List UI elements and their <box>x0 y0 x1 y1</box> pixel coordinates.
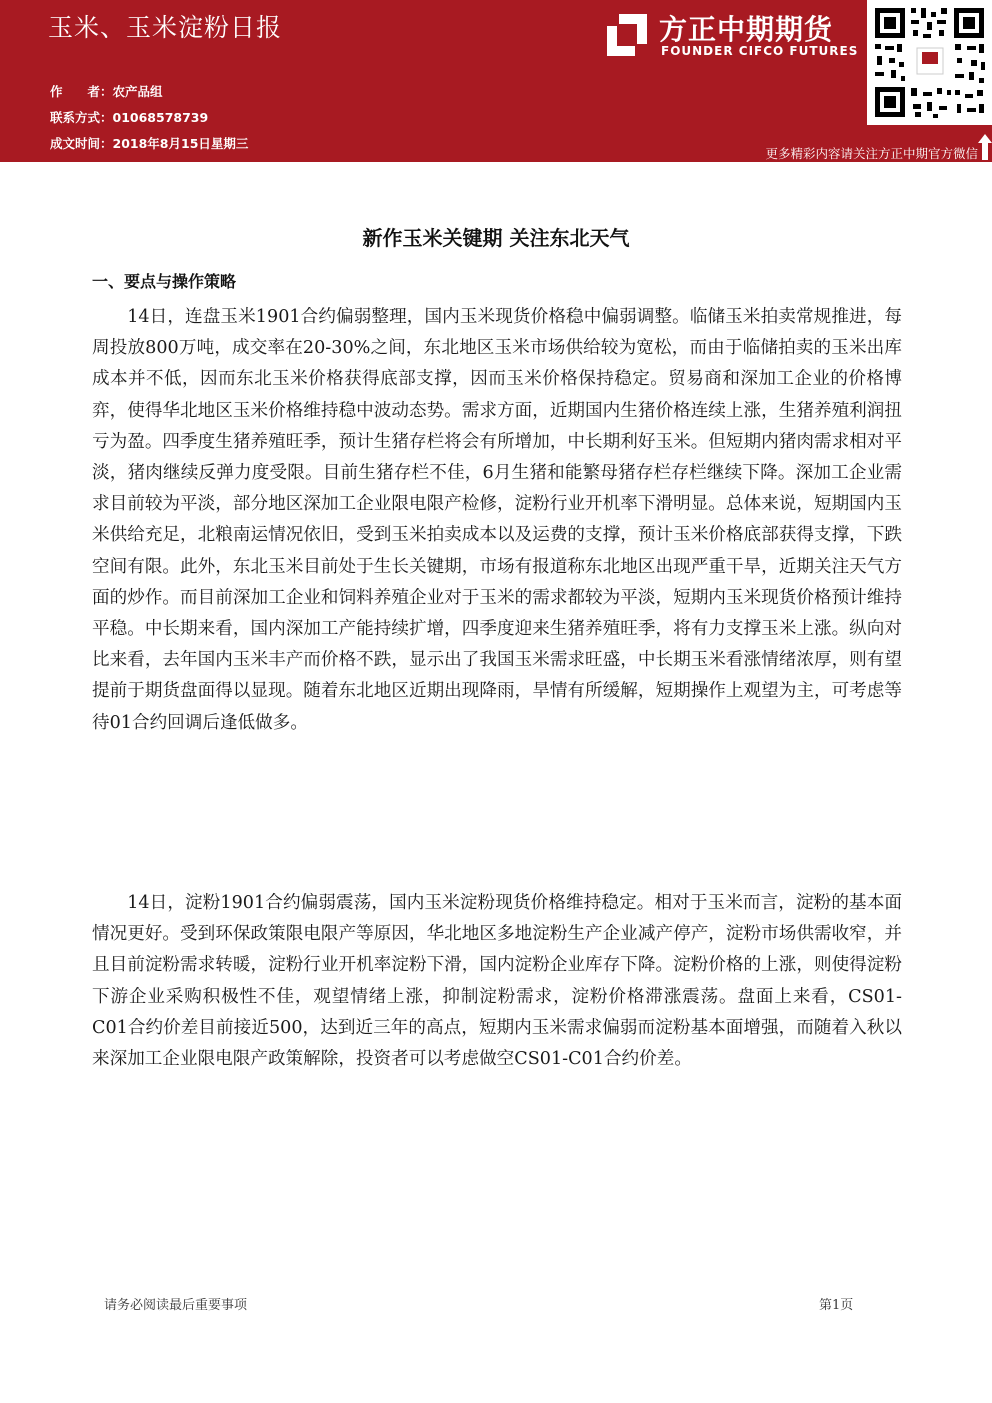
document-title: 新作玉米关键期 关注东北天气 <box>362 226 630 250</box>
contact-value: 01068578739 <box>112 110 209 125</box>
section-heading: 一、要点与操作策略 <box>92 272 237 291</box>
wechat-follow-note: 更多精彩内容请关注方正中期官方微信 <box>765 146 978 161</box>
brand-name-cn: 方正中期期货 <box>659 13 834 46</box>
arrow-up-icon <box>978 134 992 160</box>
date-value: 2018年8月15日星期三 <box>112 136 249 151</box>
date-label: 成文时间： <box>50 136 113 151</box>
contact-line <box>50 108 208 126</box>
date-line <box>50 134 248 152</box>
author-line <box>50 82 163 100</box>
author-value: 农产品组 <box>112 84 163 99</box>
brand-logo <box>607 8 862 64</box>
report-title: 玉米、玉米淀粉日报 <box>48 13 283 42</box>
qr-code-icon <box>867 0 992 125</box>
paragraph-corn: 14日，连盘玉米1901合约偏弱整理，国内玉米现货价格稳中偏弱调整。临储玉米拍卖常规推进，每周投放800万吨，成交率在20-30%之间，东北地区玉米市场供给较为宽松，而由于临储拍卖的玉米出库成本并不低，因而东北玉米价格获得底部支撑，因而玉米价格保持稳定。贸易商和深加工企业的价格博弈，使得华北地区玉米价格维持稳中波动态势。需求方面，近期国内生猪价格连续上涨，生猪养殖利润扭亏为盈。四季度生猪养殖旺季，预计生猪存栏将会有所增加，中长期利好玉米。但短期内猪肉需求相对平淡，猪肉继续反弹力度受限。目前生猪存栏不佳，6月生猪和能繁母猪存栏存栏继续下降。深加工企业需求目前较为平淡，部分地区深加工企业限电限产检修，淀粉行业开机率下滑明显。总体来说，短期国内玉米供给充足，北粮南运情况依旧，受到玉米拍卖成本以及运费的支撑，预计玉米价格底部获得支撑，下跌空间有限。此外，东北玉米目前处于生长关键期，市场有报道称东北地区出现严重干旱，近期关注天气方面的炒作。而目前深加工企业和饲料养殖企业对于玉米的需求都较为平淡，短期内玉米现货价格预计维持平稳。中长期来看，国内深加工产能持续扩增，四季度迎来生猪养殖旺季，将有力支撑玉米上涨。纵向对比来看，去年国内玉米丰产而价格不跌，显示出了我国玉米需求旺盛，中长期玉米看涨情绪浓厚，则有望提前于期货盘面得以显现。随着东北地区近期出现降雨，旱情有所缓解，短期操作上观望为主，可考虑等待01合约回调后逢低做多。 <box>92 307 902 733</box>
footer-notice: 请务必阅读最后重要事项 <box>104 1298 248 1313</box>
report-header-band <box>0 0 992 162</box>
page-number: 第1页 <box>819 1298 854 1313</box>
founder-logo-icon <box>607 14 647 56</box>
contact-label: 联系方式： <box>50 110 113 125</box>
author-label: 作 者： <box>50 84 113 99</box>
paragraph-starch: 14日，淀粉1901合约偏弱震荡，国内玉米淀粉现货价格维持稳定。相对于玉米而言，淀粉的基本面情况更好。受到环保政策限电限产等原因，华北地区多地淀粉生产企业减产停产，淀粉市场供需收窄，并且目前淀粉需求转暖，淀粉行业开机率淀粉下滑，国内淀粉企业库存下降。淀粉价格的上涨，则使得淀粉下游企业采购积极性不佳，观望情绪上涨，抑制淀粉需求，淀粉价格滞涨震荡。盘面上来看，CS01-C01合约价差目前接近500，达到近三年的高点，短期内玉米需求偏弱而淀粉基本面增强，而随着入秋以来深加工企业限电限产政策解除，投资者可以考虑做空CS01-C01合约价差。 <box>92 893 902 1070</box>
brand-name-en: FOUNDER CIFCO FUTURES <box>661 44 859 58</box>
